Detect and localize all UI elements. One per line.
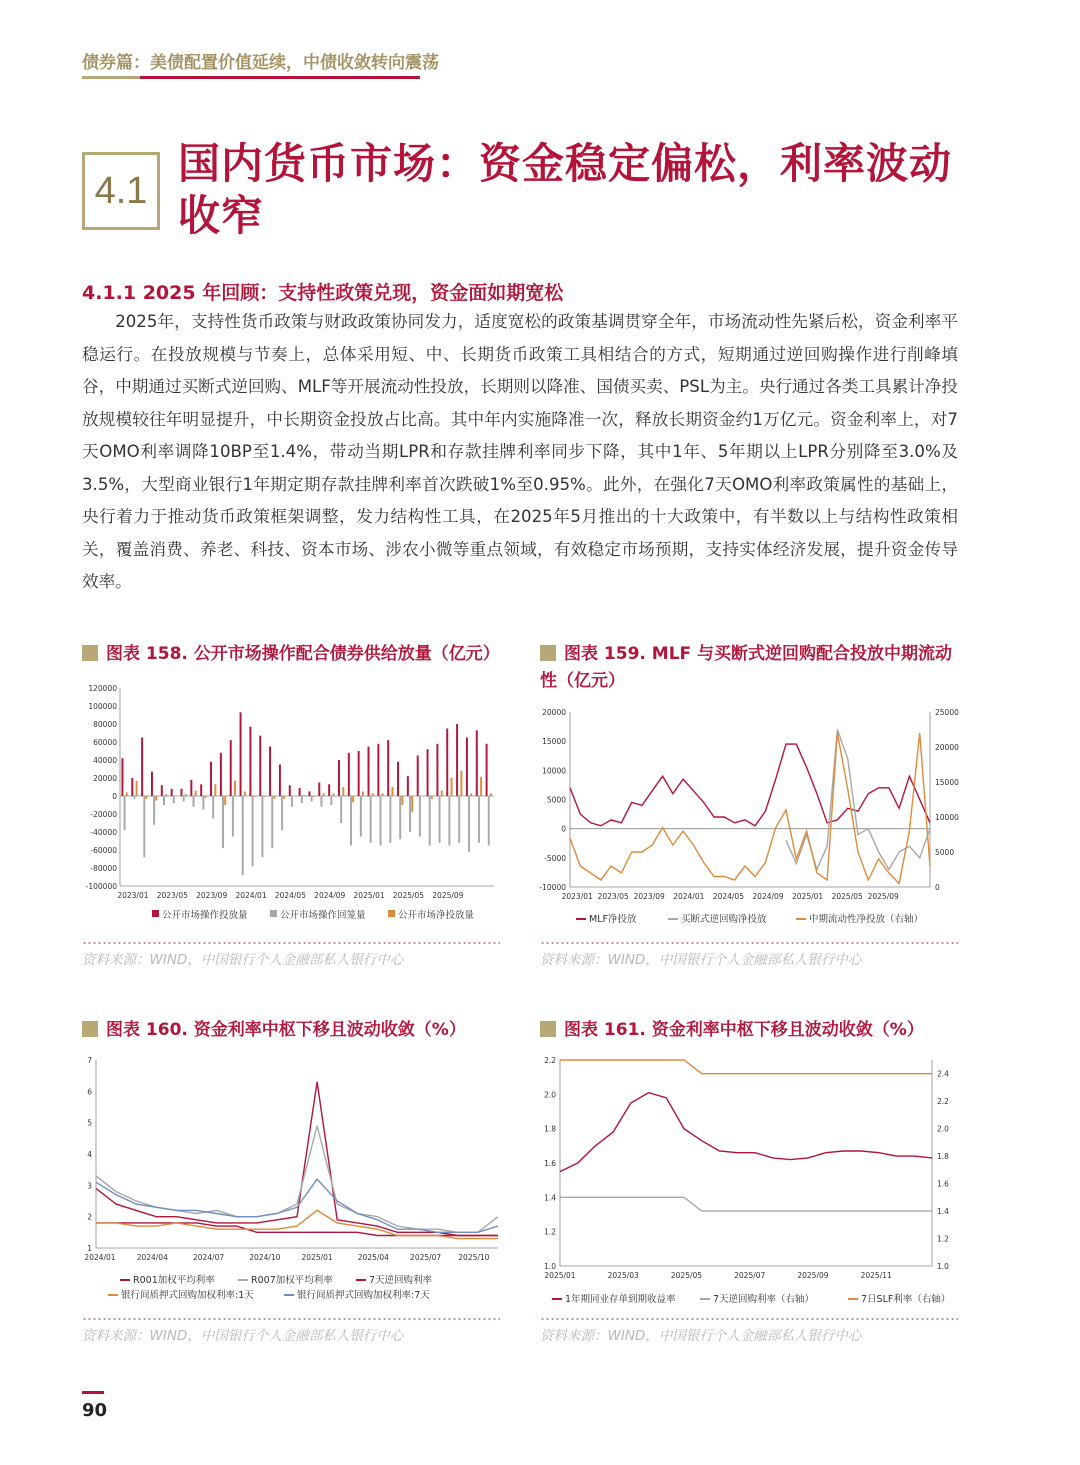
x-tick-label: 2024/04 <box>136 1253 168 1262</box>
bar <box>446 729 448 797</box>
legend-label: 中期流动性净投放（右轴） <box>809 914 924 925</box>
divider-dotted <box>540 942 958 944</box>
divider-dotted <box>82 942 500 944</box>
bar <box>234 781 236 796</box>
bar <box>372 793 374 796</box>
fig-marker-icon <box>82 1021 98 1037</box>
running-header: 债券篇：美债配置价值延续，中债收敛转向震荡 <box>82 53 439 73</box>
bar <box>340 796 342 823</box>
page-number: 90 <box>82 1400 108 1421</box>
x-tick-label: 2025/07 <box>734 1271 766 1280</box>
bar <box>299 788 301 796</box>
series-line <box>560 1197 932 1211</box>
bar <box>470 793 472 796</box>
x-tick-label: 2024/09 <box>752 892 784 901</box>
bar <box>370 796 372 843</box>
y-tick-label: 1.4 <box>544 1193 556 1203</box>
fig160-source: 资料来源：WIND，中国银行个人金融部私人银行中心 <box>82 1328 404 1344</box>
bar <box>293 796 295 797</box>
bar <box>279 765 281 797</box>
bar <box>261 796 263 857</box>
x-tick-label: 2025/01 <box>792 892 824 901</box>
bar <box>458 796 460 843</box>
legend-swatch <box>388 910 395 917</box>
bar <box>338 760 340 796</box>
subsection-title: 4.1.1 2025 年回顾：支持性政策兑现，资金面如期宽松 <box>82 282 564 304</box>
fig-marker-icon <box>82 645 98 661</box>
bar <box>283 796 285 799</box>
y-tick-label: 5000 <box>546 795 566 805</box>
legend-label: R007加权平均利率 <box>251 1275 333 1286</box>
bar <box>377 744 379 796</box>
series-line <box>570 744 930 826</box>
bar <box>269 747 271 797</box>
x-tick-label: 2025/05 <box>392 891 425 900</box>
divider-dotted <box>540 1318 958 1320</box>
bar <box>429 796 431 846</box>
bar <box>328 784 330 796</box>
y-tick-label: -80000 <box>90 864 117 873</box>
y2-tick-label: 2.4 <box>937 1069 949 1079</box>
bar <box>153 796 155 825</box>
y2-tick-label: 1.4 <box>937 1207 949 1217</box>
header-rule-red <box>140 76 420 79</box>
y-tick-label: 3 <box>87 1181 92 1191</box>
bar <box>392 787 394 796</box>
bar <box>476 730 478 796</box>
legend-label: 公开市场操作投放量 <box>162 910 248 921</box>
bar <box>185 794 187 796</box>
bar <box>480 777 482 796</box>
bar <box>303 795 305 796</box>
x-tick-label: 2024/10 <box>249 1253 281 1262</box>
bar <box>151 772 153 796</box>
y-tick-label: -20000 <box>90 810 117 819</box>
fig159-title-text: 图表 159. MLF 与买断式逆回购配合投放中期流动性（亿元） <box>540 644 953 691</box>
y-tick-label: -5000 <box>544 853 566 863</box>
x-tick-label: 2024/07 <box>192 1253 225 1262</box>
bar <box>436 744 438 796</box>
legend-label: MLF净投放 <box>589 914 637 925</box>
bar <box>224 796 226 805</box>
x-tick-label: 2023/01 <box>117 891 149 900</box>
body-paragraph: 2025年，支持性货币政策与财政政策协同发力，适度宽松的政策基调贯穿全年，市场流动性先紧后松，资金利率平稳运行。在投放规模与节奏上，总体采用短、中、长期货币政策工具相结合的方式，短期通过逆回购操作进行削峰填谷，中期通过买断式逆回购、MLF等开展流动性投放，长期则以降准、国债买卖、PSL为主。央行通过各类工具累计净投放规模较往年明显提升，中长期资金投放占比高。其中年内实施降准一次，释放长期资金约1万亿元。资金利率上，对7天OMO利率调降10BP至1.4%，带动当期LPR和存款挂牌利率同步下降，其中1年、5年期以上LPR分别降至3.0%及3.5%，大型商业银行1年期定期存款挂牌利率首次跌破1%至0.95%。此外，在强化7天OMO利率政策属性的基础上，央行着力于推动货币政策框架调整，发力结构性工具，在2025年5月推出的十大政策中，有半数以上与结构性政策相关，覆盖消费、养老、科技、资本市场、涉农小微等重点领域，有效稳定市场预期，支持实体经济发展，提升资金传导效率。 <box>82 312 958 591</box>
bar <box>254 796 256 797</box>
bar <box>427 749 429 796</box>
legend-swatch <box>270 910 277 917</box>
x-tick-label: 2025/09 <box>797 1271 829 1280</box>
x-tick-label: 2025/10 <box>458 1253 490 1262</box>
bar <box>468 796 470 852</box>
x-tick-label: 2023/09 <box>196 891 228 900</box>
y2-tick-label: 20000 <box>935 743 959 752</box>
chart-158 <box>82 680 502 930</box>
bar <box>332 793 334 796</box>
y-tick-label: -60000 <box>90 846 117 855</box>
x-tick-label: 2024/01 <box>673 892 705 901</box>
y-tick-label: 0 <box>561 824 566 834</box>
y-tick-label: 10000 <box>542 766 566 776</box>
bar <box>242 796 244 875</box>
bar <box>222 796 224 848</box>
bar <box>249 727 251 796</box>
y2-tick-label: 2.2 <box>937 1097 949 1107</box>
section-title: 国内货币市场：资金稳定偏松，利率波动收窄 <box>178 139 953 240</box>
bar <box>133 796 135 799</box>
bar <box>190 780 192 796</box>
y2-tick-label: 25000 <box>935 708 959 717</box>
y2-tick-label: 1.0 <box>937 1262 949 1271</box>
y2-tick-label: 15000 <box>935 778 959 787</box>
legend-label: 7天逆回购利率 <box>369 1275 433 1286</box>
x-tick-label: 2025/03 <box>607 1271 639 1280</box>
x-tick-label: 2023/05 <box>597 892 629 901</box>
bar <box>301 796 303 803</box>
bar <box>165 794 167 796</box>
bar <box>358 751 360 796</box>
bar <box>193 796 195 807</box>
bar <box>382 793 384 796</box>
bar <box>273 796 275 799</box>
bar <box>318 783 320 797</box>
x-tick-label: 2025/01 <box>544 1271 576 1280</box>
bar <box>205 796 207 798</box>
series-line <box>560 1093 932 1172</box>
bar <box>348 753 350 796</box>
y-tick-label: 100000 <box>88 702 117 711</box>
bar <box>360 796 362 837</box>
bar <box>311 796 313 801</box>
bar <box>362 792 364 797</box>
bar <box>171 789 173 796</box>
y-tick-label: 2.2 <box>544 1056 556 1065</box>
bar <box>173 796 175 803</box>
y-tick-label: 20000 <box>542 708 566 717</box>
fig159-title <box>540 641 960 695</box>
bar <box>175 796 177 797</box>
bar <box>313 796 315 797</box>
y2-tick-label: 2.0 <box>937 1124 949 1134</box>
bar <box>466 738 468 797</box>
bar <box>289 785 291 796</box>
section-number: 4.1 <box>94 169 148 212</box>
legend-label: 1年期同业存单到期收益率 <box>565 1294 676 1305</box>
series-line <box>96 1082 498 1236</box>
y2-tick-label: 5000 <box>935 848 955 857</box>
bar <box>259 736 261 796</box>
bar <box>220 753 222 796</box>
x-tick-label: 2024/01 <box>235 891 267 900</box>
bar <box>195 791 197 796</box>
y-tick-label: 4 <box>87 1150 92 1159</box>
bar <box>161 785 163 796</box>
bar <box>244 792 246 797</box>
header-rule-gold <box>82 76 140 79</box>
x-tick-label: 2024/05 <box>274 891 306 900</box>
legend-swatch <box>152 910 159 917</box>
series-line <box>96 1179 498 1232</box>
bar <box>490 793 492 796</box>
legend-label: 公开市场净投放量 <box>398 910 475 921</box>
y2-tick-label: 1.6 <box>937 1179 949 1189</box>
page-number-rule <box>82 1391 104 1394</box>
fig158-title <box>82 641 512 668</box>
bar <box>181 789 183 796</box>
bar <box>387 740 389 796</box>
fig161-title <box>540 1017 960 1044</box>
fig158-title-text: 图表 158. 公开市场操作配合债券供给放量（亿元） <box>106 644 500 664</box>
bar <box>214 784 216 796</box>
chart-160 <box>78 1050 508 1310</box>
bar <box>401 796 403 805</box>
bar <box>230 740 232 796</box>
x-tick-label: 2023/01 <box>561 892 593 901</box>
y2-tick-label: 1.8 <box>937 1152 949 1162</box>
y-tick-label: 6 <box>87 1087 92 1097</box>
bar <box>352 796 354 802</box>
legend-label: 银行间质押式回购加权利率:1天 <box>121 1290 254 1301</box>
y-tick-label: 15000 <box>542 737 566 747</box>
bar <box>155 796 157 801</box>
x-tick-label: 2023/09 <box>633 892 665 901</box>
legend-label: 7日SLF利率（右轴） <box>861 1294 951 1305</box>
bar <box>136 781 138 796</box>
x-tick-label: 2024/09 <box>314 891 346 900</box>
bar <box>210 762 212 796</box>
divider-dotted <box>82 1318 500 1320</box>
fig160-title-text: 图表 160. 资金利率中枢下移且波动收敛（%） <box>106 1020 466 1040</box>
y-tick-label: 60000 <box>93 738 117 747</box>
bar <box>399 796 401 839</box>
x-tick-label: 2025/01 <box>353 891 385 900</box>
bar <box>271 796 273 848</box>
x-tick-label: 2025/09 <box>432 891 464 900</box>
bar <box>342 787 344 796</box>
bar <box>252 796 254 866</box>
y-tick-label: 40000 <box>93 756 117 765</box>
bar <box>448 796 450 846</box>
x-tick-label: 2024/01 <box>84 1253 116 1262</box>
x-tick-label: 2025/05 <box>831 892 863 901</box>
x-tick-label: 2025/09 <box>867 892 899 901</box>
bar <box>320 796 322 807</box>
chart-161 <box>536 1050 966 1310</box>
bar <box>417 756 419 797</box>
y-tick-label: -10000 <box>539 883 566 892</box>
bar <box>439 796 441 843</box>
bar <box>456 724 458 796</box>
bar <box>240 712 242 796</box>
bar <box>451 778 453 796</box>
bar <box>202 796 204 810</box>
y-tick-label: 80000 <box>93 720 117 729</box>
fig161-source: 资料来源：WIND，中国银行个人金融部私人银行中心 <box>540 1328 862 1344</box>
y-tick-label: 7 <box>87 1056 92 1065</box>
y-tick-label: 120000 <box>88 684 117 693</box>
section-number-box <box>82 152 160 230</box>
bar <box>308 792 310 797</box>
fig-marker-icon <box>540 1021 556 1037</box>
bar <box>419 796 421 837</box>
x-tick-label: 2024/05 <box>712 892 744 901</box>
bar <box>330 796 332 805</box>
bar <box>143 796 145 857</box>
bar <box>281 796 283 830</box>
bar <box>145 796 147 799</box>
bar <box>124 796 126 830</box>
bar <box>163 796 165 805</box>
bar <box>323 793 325 796</box>
y-tick-label: -100000 <box>85 882 117 891</box>
bar <box>232 796 234 837</box>
fig158-source: 资料来源：WIND，中国银行个人金融部私人银行中心 <box>82 952 404 968</box>
legend-label: 7天逆回购利率（右轴） <box>713 1294 815 1305</box>
y2-tick-label: 0 <box>935 883 940 892</box>
bar <box>264 796 266 797</box>
bar <box>141 738 143 797</box>
y-tick-label: 1.0 <box>544 1262 556 1271</box>
bar <box>121 758 123 796</box>
x-tick-label: 2025/04 <box>357 1253 389 1262</box>
bar <box>478 796 480 843</box>
fig159-source: 资料来源：WIND，中国银行个人金融部私人银行中心 <box>540 952 862 968</box>
bar <box>131 778 133 796</box>
y2-tick-label: 1.2 <box>937 1234 949 1244</box>
bar <box>460 771 462 796</box>
bar <box>183 796 185 801</box>
bar <box>212 796 214 819</box>
y-tick-label: 2 <box>87 1212 92 1222</box>
bar <box>350 796 352 846</box>
chart-159 <box>536 702 966 932</box>
legend-label: R001加权平均利率 <box>133 1275 215 1286</box>
bar <box>200 784 202 796</box>
bar <box>431 796 433 799</box>
y-tick-label: 1.2 <box>544 1227 556 1237</box>
bar <box>291 796 293 807</box>
fig160-title <box>82 1017 512 1044</box>
legend-label: 公开市场操作回笼量 <box>280 910 366 921</box>
y-tick-label: 2.0 <box>544 1090 556 1100</box>
y-tick-label: 20000 <box>93 774 117 783</box>
legend-label: 银行间质押式回购加权利率:7天 <box>297 1290 430 1301</box>
x-tick-label: 2025/01 <box>301 1253 333 1262</box>
fig161-title-text: 图表 161. 资金利率中枢下移且波动收敛（%） <box>564 1020 924 1040</box>
x-tick-label: 2025/07 <box>410 1253 442 1262</box>
bar <box>368 747 370 797</box>
bar <box>126 792 128 796</box>
y-tick-label: 0 <box>112 792 117 801</box>
bar <box>421 796 423 797</box>
x-tick-label: 2023/05 <box>156 891 188 900</box>
y-tick-label: 1.6 <box>544 1159 556 1168</box>
fig-marker-icon <box>540 645 556 661</box>
series-line <box>570 733 930 884</box>
legend-label: 买断式逆回购净投放 <box>681 914 767 925</box>
series-line <box>560 1060 932 1074</box>
y-tick-label: 5 <box>87 1118 92 1128</box>
bar <box>389 796 391 843</box>
y-tick-label: -40000 <box>90 828 117 837</box>
bar <box>441 791 443 796</box>
y-tick-label: 1.8 <box>544 1124 556 1134</box>
bar <box>397 762 399 796</box>
y2-tick-label: 10000 <box>935 813 959 822</box>
x-tick-label: 2025/11 <box>860 1271 892 1280</box>
y-tick-label: 1 <box>87 1244 92 1253</box>
bar <box>409 796 411 832</box>
bar <box>407 776 409 796</box>
bar <box>488 796 490 846</box>
x-tick-label: 2025/05 <box>670 1271 703 1280</box>
bar <box>380 796 382 846</box>
bar <box>486 744 488 796</box>
bar <box>411 796 413 812</box>
